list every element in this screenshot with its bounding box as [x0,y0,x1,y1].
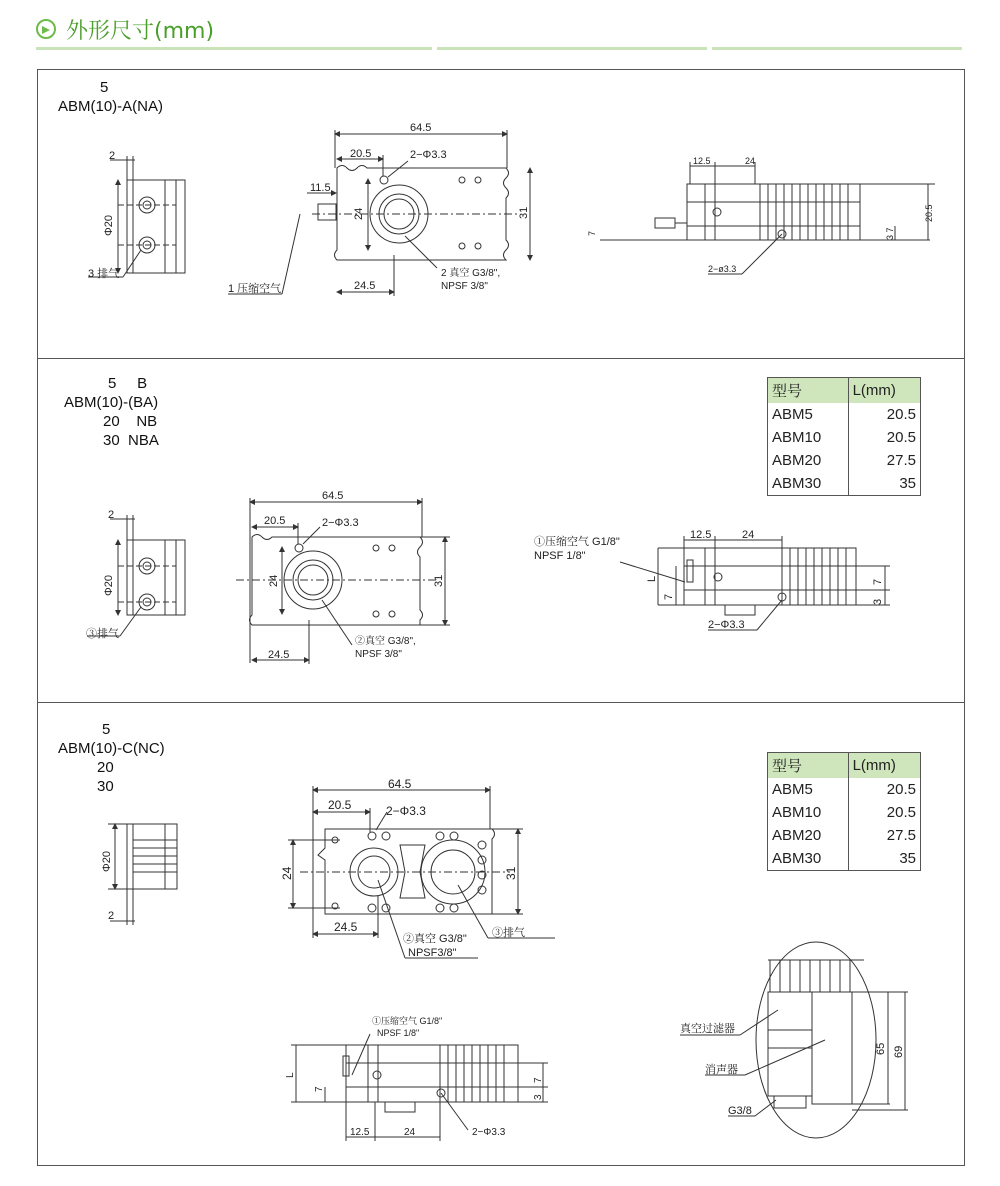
detail-view-c [680,942,908,1138]
table-header: L(mm) [848,378,920,404]
front-view-c [291,1034,548,1141]
dim-label: 7 [663,593,675,600]
dim-label: 2−Φ3.3 [708,619,745,631]
table-cell: ABM5 [768,403,849,426]
model-name-c: ABM(10)-C(NC) [58,740,165,757]
dim-label: 31 [504,866,518,880]
callout-label: 真空过滤器 [680,1023,735,1035]
table-cell: 27.5 [886,827,916,844]
dim-label: 3 7 [885,227,895,240]
dim-label: 24 [268,574,280,587]
callout-label: NPSF 1/8" [534,550,586,562]
table-cell: ABM30 [768,472,849,496]
dim-label: 20.5 [350,148,372,160]
dim-label: 12.5 [693,156,711,166]
dim-label: 65 [875,1042,887,1055]
dim-label: 69 [893,1045,905,1058]
dim-label: 7 [533,1077,544,1083]
table-cell: ABM10 [768,801,849,824]
callout-label: ③排气 [86,628,119,640]
model-number-a: 5 [100,79,109,96]
table-cell: 35 [899,475,916,492]
table-cell: ABM20 [768,449,849,472]
dim-label: 2−Φ3.3 [410,149,447,161]
dim-label: 24 [280,866,294,880]
dim-label: 20.5 [328,798,352,812]
callout-label: 2 真空 G3/8", [441,268,501,279]
dim-label: 64.5 [388,777,412,791]
dim-label: 2−ø3.3 [708,264,737,274]
callout-label: NPSF 1/8" [377,1028,420,1038]
callout-label: NPSF3/8" [408,947,457,959]
dim-label: Φ20 [101,850,113,872]
table-cell: ABM10 [768,426,849,449]
table-cell: ABM20 [768,824,849,847]
dim-label: Φ20 [103,574,115,596]
model-variant-c: 20 [97,759,114,776]
dim-label: 2 [108,509,115,521]
dim-label: 2−Φ3.3 [386,804,426,818]
callout-label: NPSF 3/8" [441,281,488,292]
dim-label: 64.5 [322,490,344,502]
table-header: 型号 [768,378,849,404]
dim-label: 64.5 [410,122,432,134]
side-view-b [87,515,185,636]
dim-label: 11.5 [310,182,331,194]
table-cell: ABM30 [768,847,849,871]
dim-label: 7 [314,1086,325,1092]
callout-label: 3 排气 [88,268,120,280]
dim-label: 24.5 [354,280,376,292]
front-view-b [620,536,890,630]
model-name-b: ABM(10)-(BA) [64,394,159,411]
dim-label: 2−Φ3.3 [322,517,359,529]
dim-label: 2 [109,150,116,162]
dim-label: 24 [742,529,755,541]
side-view-c [108,824,177,925]
callout-label: ①压缩空气 G1/8" [372,1016,443,1026]
front-view-a [600,162,935,274]
callout-label: ①压缩空气 G1/8" [534,536,620,548]
dim-label: 12.5 [690,529,712,541]
callout-label: G3/8 [728,1105,752,1117]
dim-label: 24.5 [334,920,358,934]
dim-label: 24.5 [268,649,290,661]
model-number-b: 5 B [108,375,148,392]
model-name-a: ABM(10)-A(NA) [58,98,164,115]
dim-label: 20.5 [264,515,286,527]
table-cell: 35 [899,850,916,867]
dim-label: 24 [353,207,365,220]
dim-label: 2−Φ3.3 [472,1127,506,1138]
dim-label: 3 [872,598,884,605]
dim-label: 20.5 [924,204,934,222]
dim-label: 7 [587,230,597,236]
callout-label: ②真空 G3/8", [355,636,416,647]
dim-label: L [285,1072,296,1078]
dim-label: L [646,575,658,582]
model-variant-c: 30 [97,778,114,795]
model-variant-b: 20 NB [103,413,158,430]
table-cell: 20.5 [886,804,916,821]
table-cell: 20.5 [886,429,916,446]
section-title: 外形尺寸(mm) [66,18,215,44]
callout-label: ③排气 [492,927,525,939]
dim-label: 3 [533,1094,544,1100]
table-cell: 20.5 [886,406,916,423]
table-header: L(mm) [848,753,920,779]
dim-label: 7 [872,578,884,585]
dim-label: 24 [745,156,756,166]
dim-label: 31 [433,574,445,587]
dim-label: 2 [108,910,115,922]
table-cell: 20.5 [886,781,916,798]
callout-label: NPSF 3/8" [355,649,402,660]
dim-label: 31 [518,206,530,219]
table-header: 型号 [768,753,849,779]
table-cell: ABM5 [768,778,849,801]
dim-label: 12.5 [350,1127,370,1138]
model-variant-b: 30 NBA [103,432,159,449]
callout-label: ②真空 G3/8" [403,933,467,945]
model-number-c: 5 [102,721,111,738]
callout-label: 1 压缩空气 [228,283,282,295]
dim-label: Φ20 [103,214,115,236]
table-cell: 27.5 [886,452,916,469]
callout-label: 消声器 [705,1064,738,1076]
dim-label: 24 [404,1127,416,1138]
